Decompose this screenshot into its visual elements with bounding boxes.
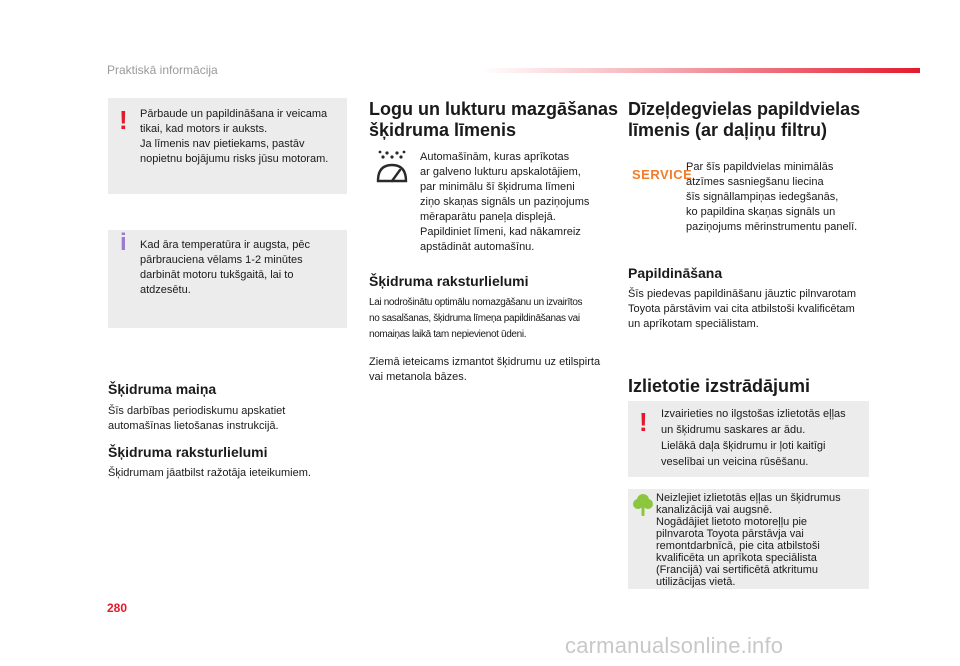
winter-advice-text: Ziemā ieteicams izmantot šķidrumu uz etilspirta vai metanola bāzes.	[369, 356, 601, 383]
page-number: 280	[107, 601, 128, 615]
eco-box	[628, 489, 869, 589]
eco-text: Neizlejiet izlietotās eļļas un šķidrumus kanalizācijā vai augsnē. Nogādājiet lietoto motoreļļu pie pilnvarota Toyota pārstāvja vai remontdarbnīcā, pie cita atbilstoši kvalificēta un aprīkota speciālista (Francijā) vai sertificētā atkritumu utilizācijas vietā.	[656, 492, 841, 588]
fluid-change-text: Šīs darbības periodiskumu apskatiet automašīnas lietošanas instrukcijā.	[108, 405, 286, 432]
info-icon: i	[120, 229, 127, 256]
warning-box	[108, 98, 347, 194]
fluid-specs-text: Šķidrumam jāatbilst ražotāja ieteikumiem.	[108, 467, 311, 479]
washer-fluid-text: Automašīnām, kuras aprīkotas ar galveno lukturu apskalotājiem, par minimālu šī šķidruma līmeni ziņo skaņas signāls un paziņojums mēraparātu paneļa displejā. Papildiniet līmeni, kad nākamreiz apstādināt automašīnu.	[420, 151, 590, 253]
section-title: Praktiskā informācija	[107, 63, 218, 77]
service-warning-lamp: SERVICE	[632, 167, 693, 182]
used-products-warning-text: Izvairieties no ilgstošas izlietotās eļļas un šķidrumu saskares ar ādu. Lielākā daļa šķidrumu ir ļoti kaitīgi veselībai un veicina rūsēšanu.	[661, 408, 846, 468]
washer-fluid-icon	[374, 147, 410, 187]
diesel-additive-text: Par šīs papildvielas minimālās atzīmes sasniegšanu liecina šīs signāllampiņas iedegšanās, ko papildina skaņas signāls un paziņojums mērinstrumentu panelī.	[686, 161, 858, 233]
washer-specs-heading: Šķidruma raksturlielumi	[369, 273, 529, 289]
fluid-specs-heading: Šķidruma raksturlielumi	[108, 444, 268, 460]
eco-tree-icon	[632, 493, 654, 517]
fluid-change-heading: Šķidruma maiņa	[108, 381, 217, 397]
info-box	[108, 230, 347, 328]
footer-watermark: carmanualsonline.info	[565, 633, 784, 658]
washer-specs-text: Lai nodrošinātu optimālu nomazgāšanu un izvairītos no sasalšanas, šķidruma līmeņa papildināšanas vai nomaiņas laikā tam nepievienot ūdeni.	[369, 297, 583, 340]
warning-text: Pārbaude un papildināšana ir veicama tikai, kad motors ir auksts. Ja līmenis nav pietiekams, pastāv nopietnu bojājumu risks jūsu motoram.	[140, 108, 329, 165]
exclamation-icon: !	[639, 407, 648, 437]
info-text: Kad āra temperatūra ir augsta, pēc pārbrauciena vēlams 1-2 minūtes darbināt motoru tukšgaitā, lai to atdzesētu.	[140, 239, 310, 296]
washer-fluid-heading: Logu un lukturu mazgāšanas šķidruma līmenis	[369, 99, 619, 140]
diesel-additive-heading: Dīzeļdegvielas papildvielas līmenis (ar daļiņu filtru)	[628, 99, 861, 140]
header-accent-bar	[480, 68, 920, 73]
exclamation-icon: !	[119, 105, 128, 135]
refill-text: Šīs piedevas papildināšanu jāuztic pilnvarotam Toyota pārstāvim vai cita atbilstoši kvalificētam un aprīkotam speciālistam.	[628, 288, 857, 330]
refill-heading: Papildināšana	[628, 265, 723, 281]
used-products-warning-box	[628, 401, 869, 477]
used-products-heading: Izlietotie izstrādājumi	[628, 376, 811, 396]
